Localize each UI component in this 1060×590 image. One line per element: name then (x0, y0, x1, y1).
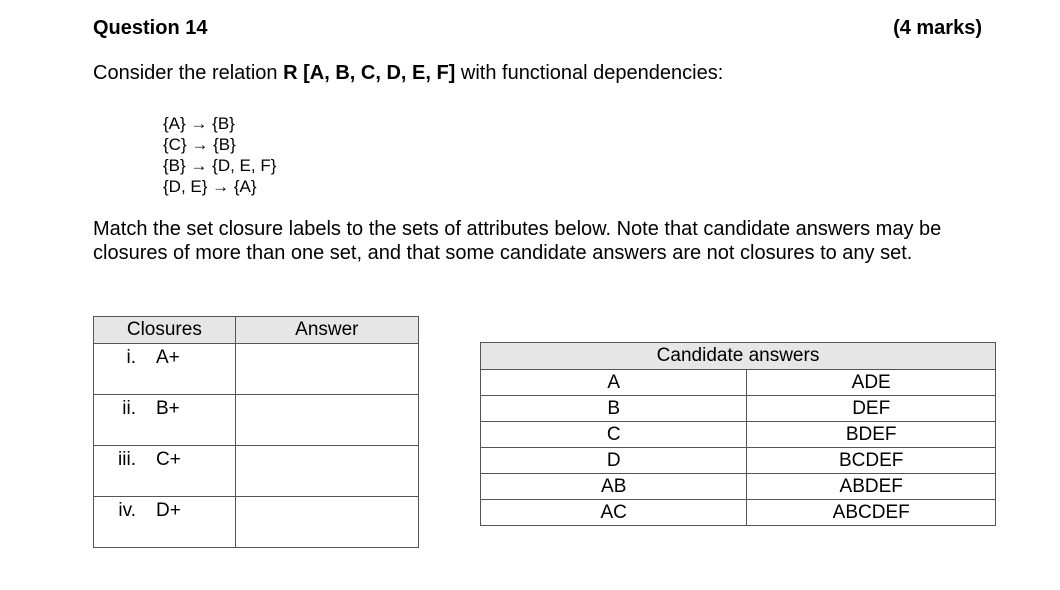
candidate-answer: ABCDEF (747, 500, 996, 526)
closure-set: B+ (156, 398, 180, 419)
instructions-text: Match the set closure labels to the sets of attributes below. Note that candidate answers may be closures of more than one set, and that some candidate answers are not closures to any set. (93, 218, 942, 264)
closure-set: A+ (156, 347, 180, 368)
closure-set: D+ (156, 500, 181, 521)
closures-header: Closures (94, 317, 236, 344)
candidate-answer: DEF (747, 396, 996, 422)
dependency-1: {A} → {B} (163, 114, 235, 133)
candidate-answers-table (480, 342, 996, 526)
question-title: Question 14 (93, 17, 208, 39)
candidate-answer: ABDEF (747, 474, 996, 500)
answer-cell[interactable] (235, 446, 418, 497)
candidate-answer: ADE (747, 370, 996, 396)
dependency-2: {C} → {B} (163, 135, 236, 154)
candidate-row (481, 370, 996, 396)
closure-cell (94, 446, 236, 497)
closure-row (94, 344, 419, 395)
candidate-row (481, 422, 996, 448)
closure-set: C+ (156, 449, 181, 470)
candidates-header: Candidate answers (481, 343, 996, 370)
candidate-row (481, 396, 996, 422)
closure-number: iii. (118, 449, 136, 470)
intro-suffix: with functional dependencies: (455, 62, 724, 84)
candidates-header-row (481, 343, 996, 370)
candidate-answer: AC (481, 500, 747, 526)
answer-header: Answer (235, 317, 418, 344)
closure-number: ii. (122, 398, 136, 419)
dependency-4: {D, E} → {A} (163, 177, 257, 196)
intro-prefix: Consider the relation (93, 62, 284, 84)
candidate-answer: BDEF (747, 422, 996, 448)
closure-row (94, 446, 419, 497)
intro-text (93, 62, 723, 85)
closures-header-row (94, 317, 419, 344)
closure-cell (94, 344, 236, 395)
answer-cell[interactable] (235, 395, 418, 446)
candidate-row (481, 500, 996, 526)
question-marks: (4 marks) (893, 17, 982, 39)
dependency-3: {B} → {D, E, F} (163, 156, 277, 175)
candidate-answer: C (481, 422, 747, 448)
candidate-answer: D (481, 448, 747, 474)
relation-name: R [A, B, C, D, E, F] (283, 62, 456, 84)
answer-cell[interactable] (235, 497, 418, 548)
candidate-answer: B (481, 396, 747, 422)
candidate-answer: BCDEF (747, 448, 996, 474)
closure-number: iv. (118, 500, 136, 521)
closure-cell (94, 395, 236, 446)
closure-row (94, 497, 419, 548)
closures-table (93, 316, 419, 548)
candidate-row (481, 448, 996, 474)
closure-number: i. (126, 347, 136, 368)
functional-dependencies (163, 113, 276, 197)
candidate-answer: AB (481, 474, 747, 500)
candidate-row (481, 474, 996, 500)
closure-row (94, 395, 419, 446)
closure-cell (94, 497, 236, 548)
candidate-answer: A (481, 370, 747, 396)
answer-cell[interactable] (235, 344, 418, 395)
